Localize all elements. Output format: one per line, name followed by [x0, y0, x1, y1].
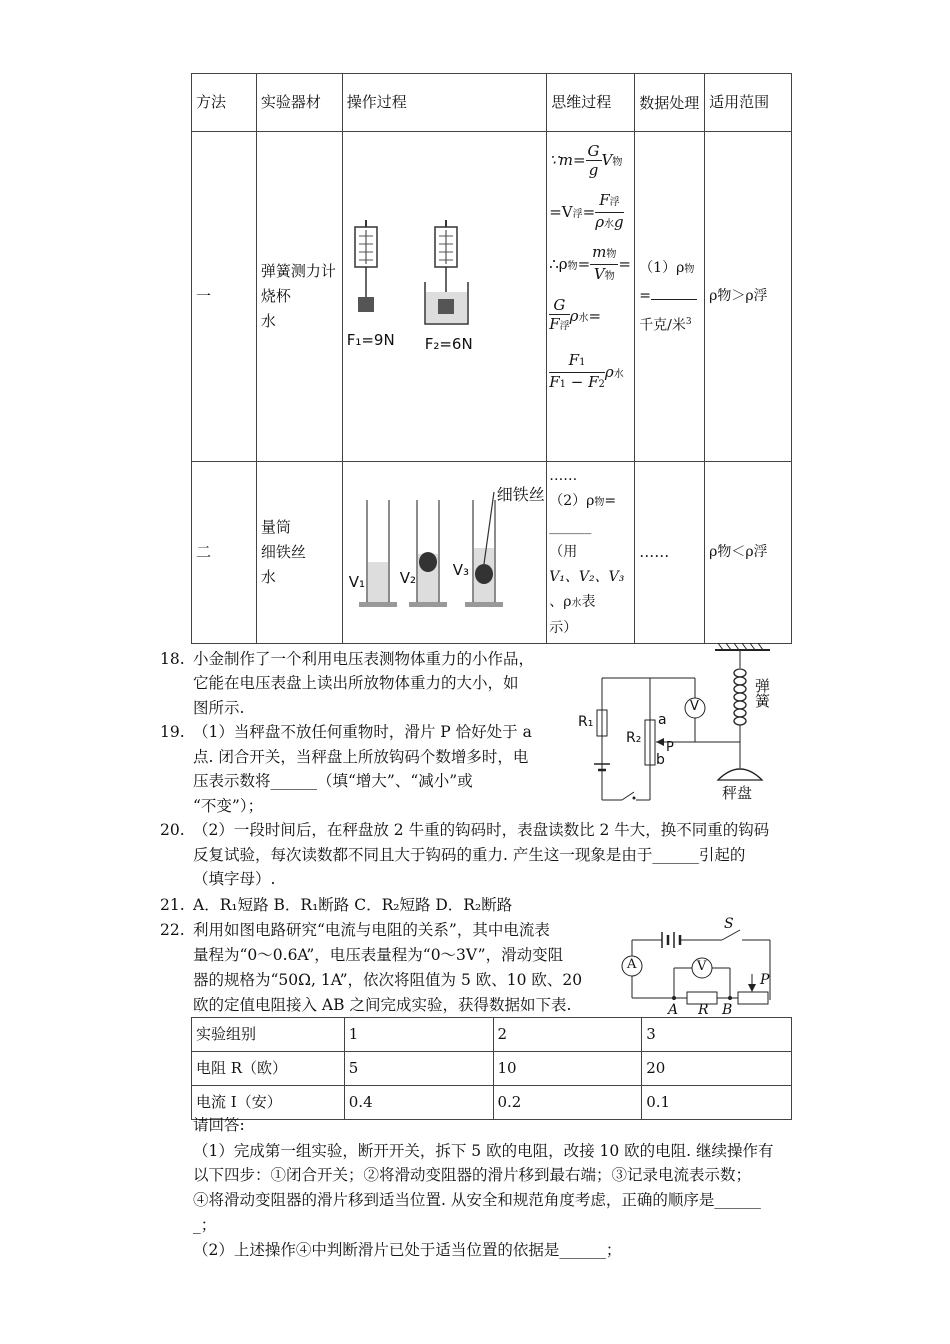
header-thinking: 思维过程 [547, 74, 635, 132]
q22-line: 利用如图电路研究“电流与电阻的关系”，其中电流表 [193, 921, 550, 939]
table-cell: 5 [344, 1052, 493, 1086]
f1-label: F₁=9N [346, 331, 395, 349]
row2-scope: ρ物＜ρ浮 [705, 462, 792, 644]
think-rho: ρ [604, 363, 614, 381]
header-data: 数据处理 [635, 74, 705, 132]
v1-label: V₁ [348, 573, 365, 591]
switch-label: S [724, 916, 734, 932]
row1-scope: ρ物＞ρ浮 [705, 132, 792, 462]
q20-line: （2）一段时间后，在秤盘放 2 牛重的钩码时，表盘读数比 2 牛大，换不同重的钩码 [193, 821, 770, 839]
wire-label: 细铁丝 [496, 485, 545, 504]
row2-method: 二 [192, 462, 257, 644]
table-cell: 电流 I（安） [192, 1086, 345, 1120]
material-item: 细铁丝 [260, 543, 306, 561]
think-eq: = [618, 255, 631, 273]
q18-line: 图所示. [193, 699, 245, 717]
data-line: = [639, 287, 651, 304]
f2-label: F₂=6N [424, 335, 473, 353]
r1-label: R₁ [578, 714, 594, 730]
think-line: 表 [581, 594, 596, 610]
think-eq: = [588, 307, 602, 325]
v3-label: V₃ [452, 561, 469, 579]
row1-method: 一 [192, 132, 257, 462]
answer-line: 以下四步：①闭合开关；②将滑动变阻器的滑片移到最右端；③记录电流表示数； [193, 1166, 752, 1184]
table-cell: 0.2 [493, 1086, 642, 1120]
header-procedure: 操作过程 [342, 74, 547, 132]
think-line: =V [549, 203, 573, 221]
row1-materials [256, 132, 342, 462]
data-line: （1）ρ [639, 259, 685, 276]
table-cell: 0.1 [642, 1086, 792, 1120]
q22-line: 量程为“0～0.6A”，电压表量程为“0～3V”，滑动变阻 [193, 946, 564, 964]
table-cell: 1 [344, 1018, 493, 1052]
material-item: 水 [260, 568, 276, 586]
think-eq: = [604, 493, 617, 509]
q19-line: （1）当秤盘不放任何重物时，滑片 P 恰好处于 a [193, 723, 532, 741]
row1-data: （1）ρ物 = 千克/米$^3$ [635, 132, 705, 462]
q22-line: 器的规格为“50Ω, 1A”，依次将阻值为 5 欧、10 欧、20 [193, 971, 583, 989]
q18-line: 小金制作了一个利用电压表测物体重力的小作品， [193, 650, 535, 668]
table-cell: 10 [493, 1052, 642, 1086]
q20-line: （填字母）. [193, 870, 276, 888]
answer-line: ④将滑动变阻器的滑片移到适当位置. 从安全和规范角度考虑，正确的顺序是______ [193, 1191, 761, 1209]
data-unit: 千克/米 [639, 317, 686, 334]
header-materials: 实验器材 [256, 74, 342, 132]
material-item: 弹簧测力计 [260, 262, 336, 280]
table-row [192, 1086, 792, 1120]
spring-label: 弹簧 [753, 678, 771, 708]
row2-data: …… [635, 462, 705, 644]
q21-number: 21. [160, 896, 185, 914]
table-cell: 20 [642, 1052, 792, 1086]
table-cell: 电阻 R（欧） [192, 1052, 345, 1086]
row2-procedure [342, 462, 547, 644]
spring-scale-figure [343, 132, 523, 462]
table-cell: 2 [493, 1018, 642, 1052]
point-a-label: A [668, 1002, 679, 1018]
ammeter-label: A [627, 957, 637, 972]
table-row [192, 1018, 792, 1052]
material-item: 量筒 [260, 518, 291, 536]
q19-line: “不变”）； [193, 797, 264, 815]
table-cell: 实验组别 [192, 1018, 345, 1052]
answer-line: _； [193, 1216, 217, 1234]
q18-number: 18. [160, 650, 185, 668]
think-line: V₁、V₂、V₃ [549, 569, 625, 585]
weighing-circuit-figure [570, 640, 790, 805]
think-line: …… [549, 468, 578, 484]
q19-number: 19. [160, 723, 185, 741]
current-resistance-circuit-figure [612, 918, 792, 1018]
table-cell: 3 [642, 1018, 792, 1052]
table-cell: 0.4 [344, 1086, 493, 1120]
answer-prompt: 请回答: [193, 1116, 245, 1134]
row1-thinking: ∵m= $\frac{G}{g}$ V 物 =V 浮 = $\frac{\text{F浮}}{\text{ρ水g}}$ ∴ρ 物 = $\frac{\text{m物}}{\text{V物}}$ = $\frac{G}{\text{F浮}}$ ρ 水 = $\frac{F1}{F1 - F2}$ ρ 水 [547, 132, 635, 462]
q19-line: 压表示数将______（填“增大”、“减小”或 [193, 772, 473, 790]
think-blank: ______ [549, 519, 592, 535]
voltmeter-label: V [690, 699, 699, 714]
q20-number: 20. [160, 821, 185, 839]
think-line: （2）ρ [549, 493, 595, 509]
row2-materials [256, 462, 342, 644]
think-line: （用 [549, 544, 578, 560]
voltmeter-label: V [697, 959, 707, 974]
header-method: 方法 [192, 74, 257, 132]
think-rho: ρ [569, 307, 579, 325]
header-scope: 适用范围 [705, 74, 792, 132]
think-line: ∴ρ [549, 255, 568, 273]
experiment-data-table [191, 1017, 792, 1120]
material-item: 烧杯 [260, 287, 291, 305]
table-row [192, 1052, 792, 1086]
q22-line: 欧的定值电阻接入 AB 之间完成实验，获得数据如下表. [193, 996, 572, 1014]
q22-number: 22. [160, 921, 185, 939]
material-item: 水 [260, 312, 276, 330]
q19-line: 点. 闭合开关，当秤盘上所放钩码个数增多时，电 [193, 748, 529, 766]
q21-options: A．R₁短路 B．R₁断路 C．R₂短路 D．R₂断路 [193, 896, 513, 914]
pan-label: 秤盘 [722, 784, 753, 802]
answer-line: （2）上述操作④中判断滑片已处于适当位置的依据是______； [193, 1241, 622, 1259]
think-line: 、ρ [549, 594, 572, 610]
slider-p-label: P [760, 972, 770, 988]
row2-thinking: …… （2）ρ物= ______ （用 V₁、V₂、V₃ 、ρ水表 示） [547, 462, 635, 644]
point-b-label: b [656, 752, 665, 768]
point-b-label: B [722, 1002, 733, 1018]
q18-line: 它能在电压表盘上读出所放物体重力的大小，如 [193, 674, 519, 692]
slider-p-label: P [666, 740, 674, 755]
v2-label: V₂ [399, 569, 416, 587]
think-line: 示） [549, 620, 578, 636]
row1-procedure [342, 132, 547, 462]
q20-line: 反复试验，每次读数都不同且大于钩码的重力. 产生这一现象是由于______引起的 [193, 846, 746, 864]
answer-line: （1）完成第一组实验，断开开关，拆下 5 欧的电阻，改接 10 欧的电阻. 继续操作有 [193, 1142, 774, 1160]
point-a-label: a [658, 712, 667, 728]
data-unit-exp: 3 [685, 316, 692, 327]
method-table [191, 73, 792, 644]
r2-label: R₂ [626, 730, 642, 746]
think-line: ∵m= [549, 151, 586, 169]
resistor-r-label: R [698, 1002, 709, 1018]
